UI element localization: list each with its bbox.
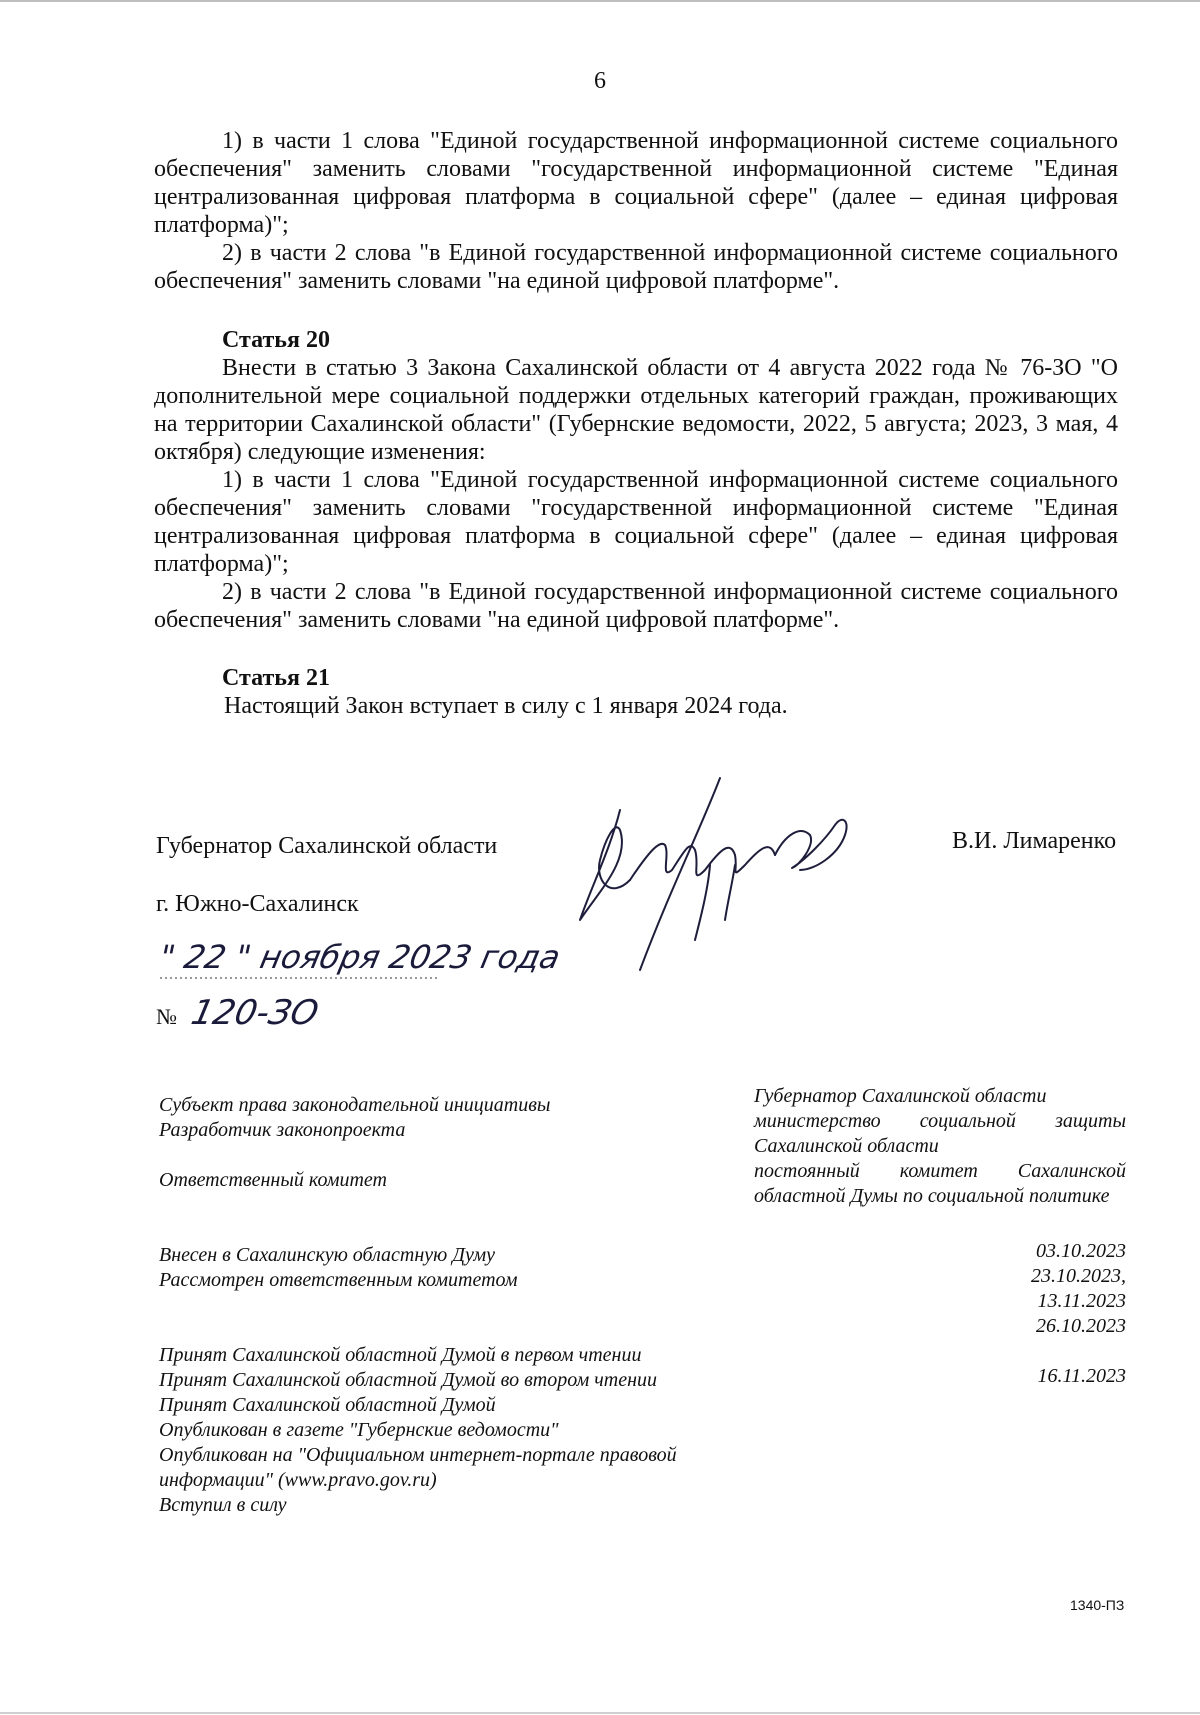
date-first-reading: 26.10.2023 xyxy=(1036,1315,1126,1337)
meta-left-column xyxy=(159,1093,739,1518)
article-20-heading: Статья 20 xyxy=(222,327,330,353)
scan-top-edge xyxy=(0,0,1200,2)
article-20-item-2: 2) в части 2 слова "в Единой государственной информационной системе социального обеспечения" заменить словами "на единой цифровой платформе". xyxy=(154,579,1118,633)
meta-label-developer: Разработчик законопроекта xyxy=(159,1119,406,1141)
article-19-item-2: 2) в части 2 слова "в Единой государственной информационной системе социального обеспечения" заменить словами "на единой цифровой платформе". xyxy=(154,240,1118,294)
date-reviewed-2: 13.11.2023 xyxy=(1037,1290,1126,1312)
page-number: 6 xyxy=(594,68,606,94)
date-adopted: 16.11.2023 xyxy=(1037,1365,1126,1387)
meta-value-committee: постоянный комитет Сахалинской областной Думы по социальной политике xyxy=(754,1160,1126,1207)
meta-value-subject: Губернатор Сахалинской области xyxy=(754,1085,1047,1107)
meta-right-column xyxy=(754,1084,1126,1209)
date-reviewed-1: 23.10.2023, xyxy=(1031,1265,1126,1287)
article-20-intro: Внести в статью 3 Закона Сахалинской области от 4 августа 2022 года № 76-ЗО "О дополнительной мере социальной поддержки отдельных категорий граждан, проживающих на территории Сахалинской области" (Губернские ведомости, 2022, 5 августа; 2023, 3 мая, 4 октября) следующие изменения: xyxy=(154,355,1118,465)
article-21-heading: Статья 21 xyxy=(222,665,330,691)
article-20 xyxy=(154,326,1118,634)
document-code: 1340-ПЗ xyxy=(1070,1597,1125,1613)
meta-label-second-reading: Принят Сахалинской областной Думой во втором чтении xyxy=(159,1369,658,1391)
law-number-prefix: № xyxy=(156,1004,177,1029)
meta-label-published-portal: Опубликован на "Официальном интернет-портале правовой информации" (www.pravo.gov.ru) xyxy=(159,1444,677,1491)
handwritten-law-number: 120-ЗО xyxy=(187,993,322,1033)
article-19-item-1: 1) в части 1 слова "Единой государственной информационной системе социального обеспечения" заменить словами "государственной информационной системе "Единая централизованная цифровая платформа в социальной сфере" (далее – единая цифровая платформа)"; xyxy=(154,128,1118,238)
meta-label-effective: Вступил в силу xyxy=(159,1494,287,1516)
governor-name: В.И. Лимаренко xyxy=(952,828,1117,854)
date-underline xyxy=(160,975,440,981)
meta-value-developer: министерство социальной защиты Сахалинской области xyxy=(754,1110,1126,1157)
meta-label-adopted: Принят Сахалинской областной Думой xyxy=(159,1394,496,1416)
governor-position: Губернатор Сахалинской области xyxy=(156,833,498,859)
date-submitted: 03.10.2023 xyxy=(1036,1240,1126,1262)
article-19-continuation xyxy=(154,127,1118,295)
article-21-text: Настоящий Закон вступает в силу с 1 января 2024 года. xyxy=(224,693,788,719)
meta-label-submitted: Внесен в Сахалинскую областную Думу xyxy=(159,1244,496,1266)
meta-label-subject: Субъект права законодательной инициативы xyxy=(159,1094,551,1116)
meta-label-reviewed: Рассмотрен ответственным комитетом xyxy=(159,1269,518,1291)
meta-label-published-newspaper: Опубликован в газете "Губернские ведомости" xyxy=(159,1419,559,1441)
meta-label-first-reading: Принят Сахалинской областной Думой в первом чтении xyxy=(159,1344,642,1366)
article-20-item-1: 1) в части 1 слова "Единой государственной информационной системе социального обеспечения" заменить словами "государственной информационной системе "Единая централизованная цифровая платформа в социальной сфере" (далее – единая цифровая платформа)"; xyxy=(154,467,1118,577)
meta-label-committee: Ответственный комитет xyxy=(159,1169,387,1191)
scan-bottom-edge xyxy=(0,1712,1200,1714)
handwritten-date: " 22 " ноября 2023 года xyxy=(155,938,564,976)
article-21 xyxy=(154,664,1118,720)
signature-drawing xyxy=(560,770,890,980)
signing-city: г. Южно-Сахалинск xyxy=(156,891,359,917)
